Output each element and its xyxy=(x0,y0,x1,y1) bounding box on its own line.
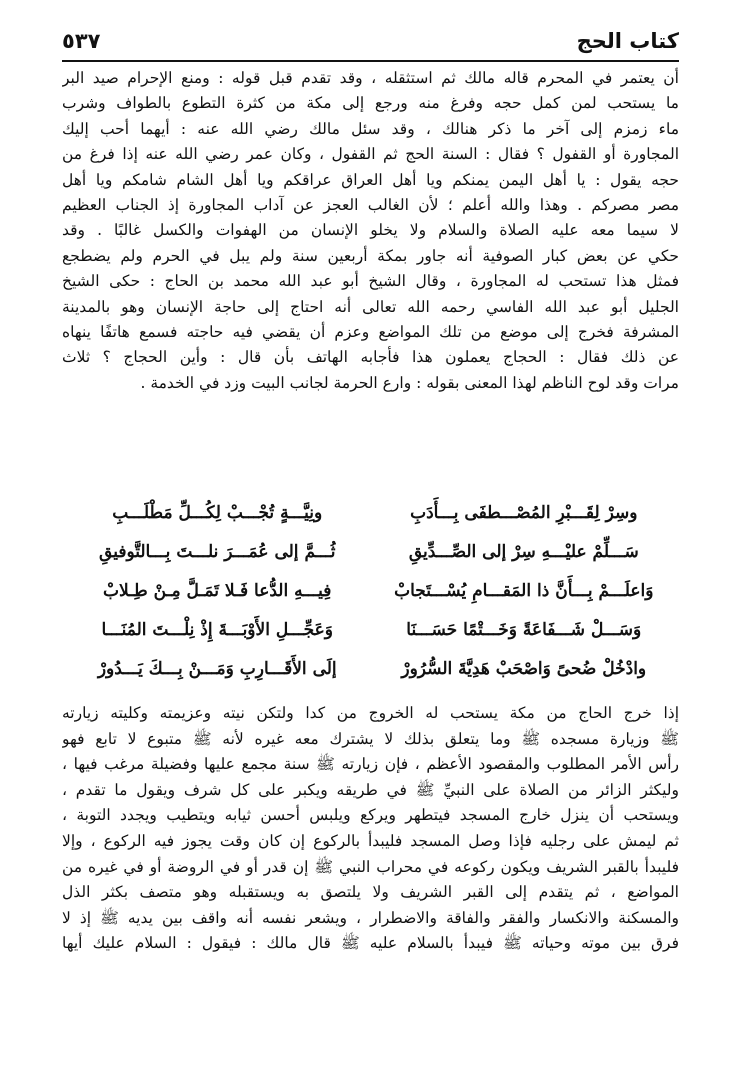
text-line: المشرفة فخرج إلى موضع من تلك المواضع وعزم أن يقضي فيه حاجته فسمع هاتفًا ينهاه xyxy=(62,322,679,341)
verse-second-hemistich: إلَى الأَقَـــارِبِ وَمَـــنْ بِـــكَ يَـــدُورْ xyxy=(97,659,337,679)
verse xyxy=(70,494,671,533)
text-line: إذا خرج الحاج من مكة يستحب له الخروج من كدا ولتكن نيته وعزيمته وكليته زيارته xyxy=(62,704,679,722)
text-line: مصر مصركم . وهذا والله أعلم ؛ لأن الغالب العجز عن آداب المجاورة إذ الجناب العظيم xyxy=(62,195,679,214)
running-header xyxy=(62,26,679,62)
verse-first-hemistich: سَـــلِّمْ عليْـــهِ سِرْ إلى الصِّـــدِّيقِ xyxy=(408,542,639,562)
verse-first-hemistich: وَسَـــلْ شَـــفَاعَةً وَخَـــتْمًا حَسَـــنَا xyxy=(406,620,642,640)
verse xyxy=(70,611,671,650)
verse xyxy=(70,650,671,689)
text-line: وليكثر الزائر من الصلاة على النبيِّ ﷺ في طريقه ويكبر على كل شرف ويقول ما تقدم ، xyxy=(62,780,679,799)
text-line: فمثل هذا تستحب له المجاورة ، وقال الشيخ أبو عبد الله محمد بن الحاج : حكى الشيخ xyxy=(62,272,679,291)
verse-second-hemistich: ثُـــمَّ إلى عُمَـــرَ نلـــتَ بِـــالتَّوفيقِ xyxy=(99,542,336,562)
verse xyxy=(70,533,671,572)
text-line: مرات وقد لوح الناظم لهذا المعنى بقوله : وارع الحرمة لجانب البيت وزد في الخدمة . xyxy=(140,373,679,392)
text-line: حجه يقول : يا أهل اليمن يمنكم ويا أهل العراق عراقكم ويا أهل الشام شامكم ويا أهل xyxy=(62,170,679,189)
verse xyxy=(70,572,671,611)
page-number: ٥٣٧ xyxy=(62,29,101,53)
text-line: ثم ليمش على رجليه فإذا وصل المسجد فليبدأ بالركوع إن كان وقت يجوز فيه الركوع ، وإلا xyxy=(62,831,679,850)
verse-second-hemistich: وَعَجِّـــلِ الأَوْبَـــةَ إِذْ نِلْـــتَ المُنَـــا xyxy=(101,620,333,640)
text-line: المواضع ، ثم يتقدم إلى القبر الشريف ولا يلتصق به ويستقبله وهو متصف بكثر الذل xyxy=(62,883,679,902)
text-line: أن يعتمر في المحرم قاله مالك ثم استثقله ، وقد تقدم قبل قوله : ومنع الإحرام صيد البر xyxy=(62,69,679,87)
paragraph-commentary xyxy=(62,66,679,396)
verse-first-hemistich: وَاعلَـــمْ بِـــأَنَّ ذا المَقـــامِ يُسْـــتَجابْ xyxy=(394,581,654,601)
verse-second-hemistich: فِيـــهِ الدُّعا فَـلا تَمَـلَّ مِـنْ طِـلابْ xyxy=(103,581,332,601)
text-line: لا سيما معه عليه الصلاة والسلام ولا يخلو الإنسان من الهفوات والكسل غالبًا . وقد xyxy=(62,221,679,240)
text-line: ﷺ وزيارة مسجده ﷺ وما يتعلق بذلك لا يشترك معه غيره لأنه ﷺ متبوع لا تابع فهو xyxy=(62,729,679,748)
text-line: ماء زمزم إلى آخر ما ذكر هنالك ، وقد سئل مالك رضي الله عنه : أيهما أحب إليك xyxy=(62,119,679,138)
text-line: والمسكنة والانكسار والفقر والفاقة والاضطرار ، ويشعر نفسه أنه واقف بين يديه ﷺ إذ لا xyxy=(62,908,679,927)
text-line: الجليل أبو عبد الله الفاسي رحمه الله تعالى أنه احتاج إلى حاجة الإنسان وهو بالمدينة xyxy=(62,297,679,316)
verse-first-hemistich: وسِرْ لِقَـــبْرِ المُصْـــطفَى بِـــأَدَبِ xyxy=(410,503,638,523)
verse-second-hemistich: ونِيَّـــةٍ تُجْـــبْ لِكُـــلِّ مَطْلَـــبِ xyxy=(112,503,323,523)
text-line: المجاورة أو القفول ؟ فقال : السنة الحج ثم القفول ، وكان عمر رضي الله عنه إذا فرغ من xyxy=(62,145,679,164)
verse-first-hemistich: وادْخُلْ ضُحىً وَاصْحَبْ هَدِيَّةَ السُّرُورْ xyxy=(401,659,647,679)
text-line: فليبدأ بالقبر الشريف ويكون ركوعه في محراب النبي ﷺ إن قدر أو في الروضة أو في غيره من xyxy=(62,857,679,876)
text-line: رأس الأمر المطلوب والمقصود الأعظم ، فإن زيارته ﷺ سنة مجمع عليها وفضيلة مرغب فيها ، xyxy=(62,755,679,774)
text-line: فرق بين موته وحياته ﷺ فيبدأ بالسلام عليه ﷺ قال مالك : فيقول : السلام عليك أيها xyxy=(62,934,679,953)
text-line: ويستحب أن ينزل خارج المسجد فيتطهر ويركع ويلبس أحسن ثيابه ويتطيب ويجدد التوبة ، xyxy=(62,806,679,825)
paragraph-visit xyxy=(62,701,679,957)
poem-verses xyxy=(70,494,671,689)
chapter-title: كتاب الحج xyxy=(576,29,679,53)
text-line: ما يستحب لمن كمل حجه وفرغ منه ورجع إلى مكة من كثرة التطوع بالطواف وشرب xyxy=(62,94,679,113)
text-line: عن ذلك فقال : الحجاج يعملون هذا فأجابه الهاتف بأن قال : وأين الحجاج ؟ ثلاث xyxy=(62,348,679,367)
text-line: حكي عن بعض كبار الصوفية أنه جاور بمكة أربعين سنة ولم يبل في الحرم ولم يضطجع xyxy=(62,246,679,265)
